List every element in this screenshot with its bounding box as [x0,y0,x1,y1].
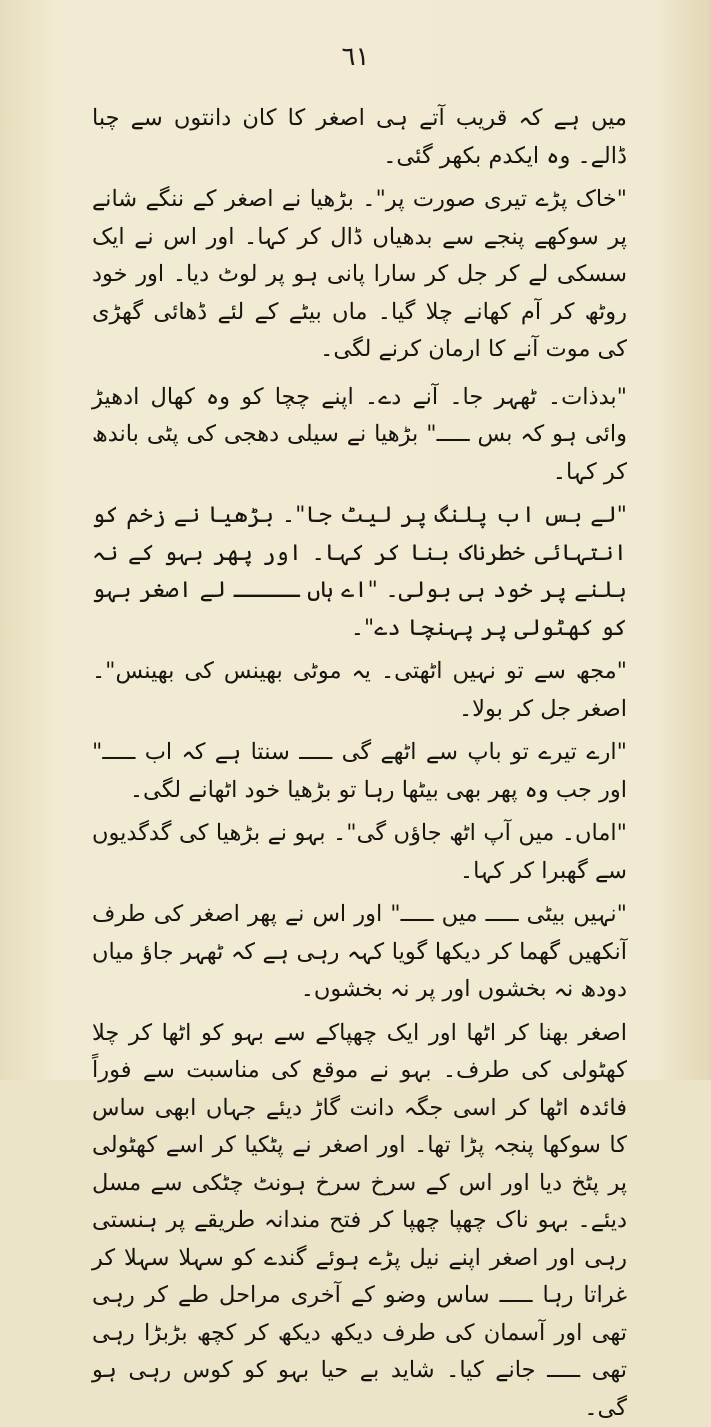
page-number: ٦١ [0,42,711,72]
body-text [92,100,627,1427]
paragraph: اصغر بھنا کر اٹھا اور ایک چھپاکے سے بہو کو اٹھا کر چلا کھٹولی کی طرف۔ بہو نے موقع کی مناسبت سے فوراً فائدہ اٹھا کر اسی جگہ دانت گاڑ دیئے جہاں ابھی ساس کا سوکھا پنجہ پڑا تھا۔ اور اصغر نے پٹکیا کر اسے کھٹولی پر پٹخ دیا اور اس کے سرخ سرخ ہونٹ چٹکی سے مسل دیئے۔ بہو ناک چھپا چھپا کر فتح مندانہ طریقے پر ہنستی رہی اور اصغر اپنے نیل پڑے ہوئے گندے کو سہلا سہلا کر غراتا رہا ـــــ ساس وضو کے آخری مراحل طے کر رہی تھی اور آسمان کی طرف دیکھ دیکھ کر کچھ بڑبڑا رہی تھی ـــــ جانے کیا۔ شاید بے حیا بہو کو کوس رہی ہو گی۔ [92,1015,627,1427]
paragraph: "بدذات۔ ٹھہر جا۔ آنے دے۔ اپنے چچا کو وہ کھال ادھیڑ وائی ہو کہ بس ـــــ" بڑھیا نے سیلی دھجی کی پٹی باندھ کر کہا۔ [92,379,627,492]
paragraph: "نہیں بیٹی ـــــ میں ـــــ" اور اس نے پھر اصغر کی طرف آنکھیں گھما کر دیکھا گویا کہہ رہی ہے کہ ٹھہر جاؤ میاں دودھ نہ بخشوں اور پر نہ بخشوں۔ [92,896,627,1009]
paragraph: "ارے تیرے تو باپ سے اٹھے گی ـــــ سنتا ہے کہ اب ـــــ" اور جب وہ پھر بھی بیٹھا رہا تو بڑھیا خود اٹھانے لگی۔ [92,734,627,809]
paragraph: "خاک پڑے تیری صورت پر"۔ بڑھیا نے اصغر کے ننگے شانے پر سوکھے پنجے سے بدھیاں ڈال کر کہا۔ اور اس نے ایک سسکی لے کر جل کر سارا پانی ہو پر لوٹ دیا۔ اور خود روٹھ کر آم کھانے چلا گیا۔ ماں بیٹے کے لئے ڈھائی گھڑی کی موت آنے کا ارمان کرنے لگی۔ [92,181,627,369]
paragraph: "اماں۔ میں آپ اٹھ جاؤں گی"۔ بہو نے بڑھیا کی گدگدیوں سے گھبرا کر کہا۔ [92,815,627,890]
paragraph: "مجھ سے تو نہیں اٹھتی۔ یہ موٹی بھینس کی بھینس"۔ اصغر جل کر بولا۔ [92,653,627,728]
paragraph: "لے بس اب پلنگ پر لیٹ جا"۔ بڑھیا نے زخم کو انتہائی خطرناک بنا کر کہا۔ اور پھر بہو کے نہ ہلنے پر خود ہی بولی۔ "اے ہاں ـــــ لے اصغر بہو کو کھٹولی پر پہنچا دے"۔ [92,497,627,647]
paragraph: میں ہے کہ قریب آتے ہی اصغر کا کان دانتوں سے چبا ڈالے۔ وہ ایکدم بکھر گئی۔ [92,100,627,175]
